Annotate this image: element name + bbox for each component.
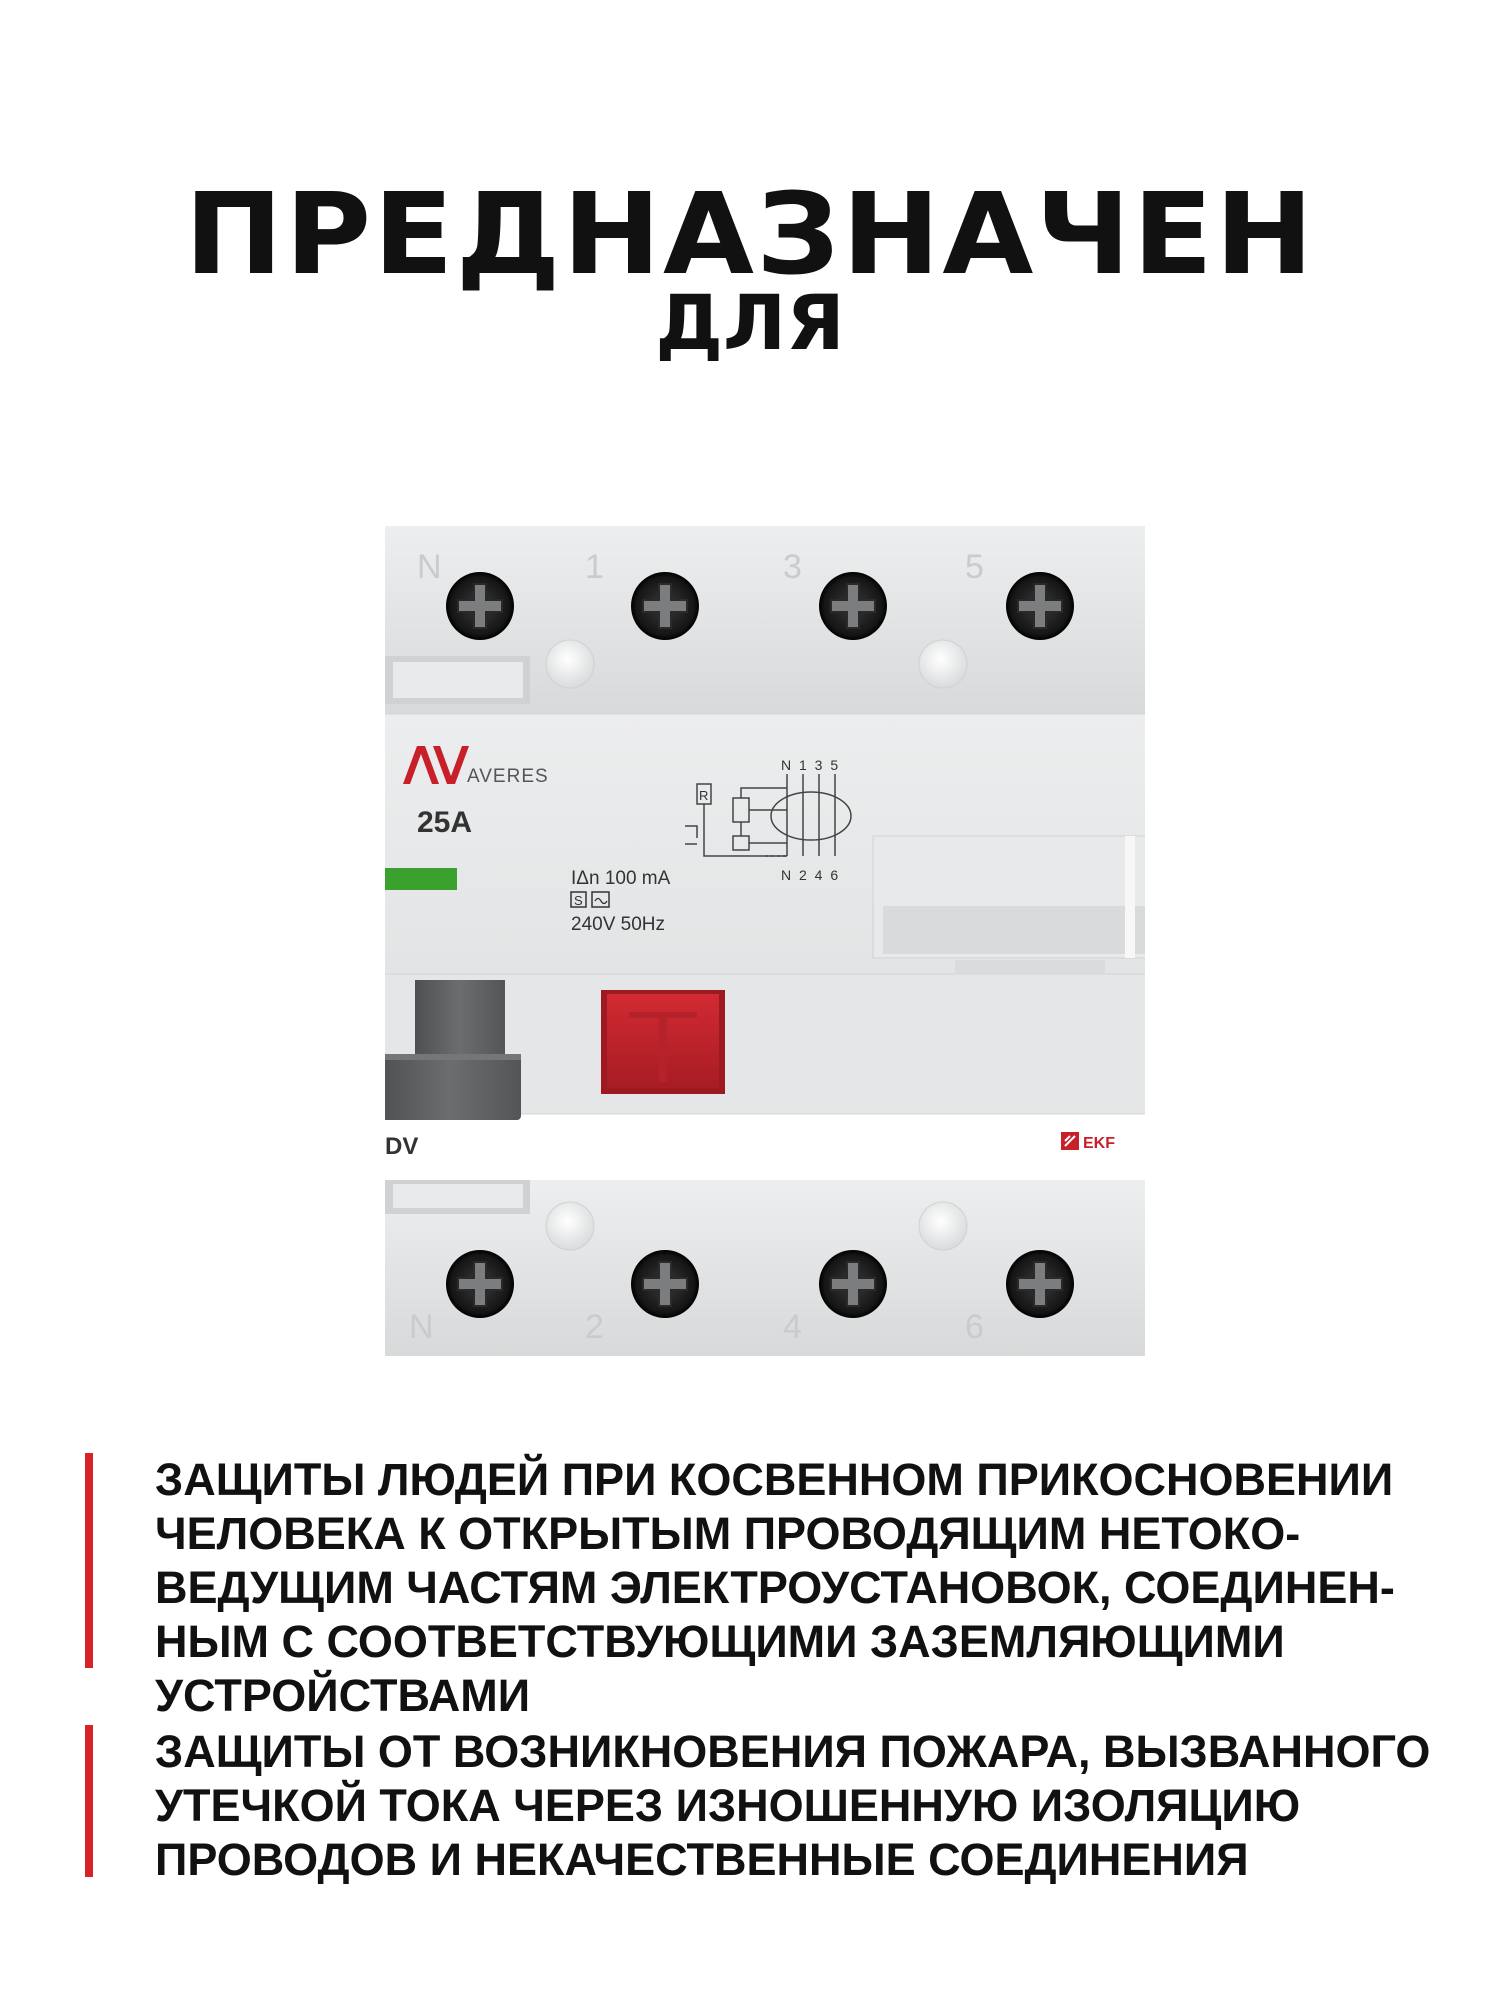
bullet-line: ПРОВОДОВ И НЕКАЧЕСТВЕННЫЕ СОЕДИНЕНИЯ (155, 1834, 1249, 1885)
top-terminal-label-5: 5 (965, 548, 984, 586)
bullet-item (85, 1453, 1445, 1719)
bottom-terminal-label-4: 4 (783, 1308, 802, 1346)
manufacturer-name: EKF (1083, 1135, 1115, 1152)
bullet-text (155, 1453, 1445, 1723)
bottom-terminal-label-n: N (409, 1308, 434, 1346)
voltage-frequency: 240V 50Hz (571, 914, 666, 935)
diagram-top-labels: N 1 3 5 (781, 757, 841, 773)
ekf-logo-icon (1061, 1132, 1079, 1150)
bullet-marker (85, 1725, 93, 1877)
bullet-line: УСТРОЙСТВАМИ (155, 1670, 531, 1721)
top-terminal-label-n: N (417, 548, 442, 586)
svg-text:S: S (574, 893, 583, 908)
screw-icon[interactable] (446, 572, 514, 640)
bullet-line: ЧЕЛОВЕКА К ОТКРЫТЫМ ПРОВОДЯЩИМ НЕТОКО- (155, 1508, 1301, 1559)
top-terminal-label-3: 3 (783, 548, 802, 586)
screw-icon[interactable] (819, 572, 887, 640)
diagram-test-mark: R (699, 788, 709, 803)
indicator-window-icon (919, 640, 967, 688)
status-indicator (385, 868, 457, 890)
bullet-item (85, 1725, 1445, 1905)
bullet-line: НЫМ С СООТВЕТСТВУЮЩИМИ ЗАЗЕМЛЯЮЩИМИ (155, 1616, 1285, 1667)
indicator-window-icon (546, 640, 594, 688)
screw-icon[interactable] (631, 1250, 699, 1318)
residual-current: IΔn 100 mA (571, 868, 671, 889)
rcd-device-image (385, 526, 1145, 1361)
test-button[interactable] (601, 990, 725, 1094)
bullet-line: УТЕЧКОЙ ТОКА ЧЕРЕЗ ИЗНОШЕННУЮ ИЗОЛЯЦИЮ (155, 1780, 1301, 1831)
screw-icon[interactable] (631, 572, 699, 640)
bullet-marker (85, 1453, 93, 1668)
screw-icon[interactable] (1006, 572, 1074, 640)
bottom-terminal-label-6: 6 (965, 1308, 984, 1346)
indicator-window-icon (919, 1202, 967, 1250)
diagram-bottom-labels: N 2 4 6 (781, 867, 841, 883)
screw-icon[interactable] (446, 1250, 514, 1318)
page-subtitle: ДЛЯ (655, 278, 845, 367)
top-terminal-label-1: 1 (585, 548, 604, 586)
screw-icon[interactable] (819, 1250, 887, 1318)
current-rating: 25A (417, 806, 473, 839)
indicator-window-icon (546, 1202, 594, 1250)
bullet-line: ЗАЩИТЫ ОТ ВОЗНИКНОВЕНИЯ ПОЖАРА, ВЫЗВАННОГО (155, 1726, 1431, 1777)
bottom-terminal-label-2: 2 (585, 1308, 604, 1346)
screw-icon[interactable] (1006, 1250, 1074, 1318)
bullet-line: ЗАЩИТЫ ЛЮДЕЙ ПРИ КОСВЕННОМ ПРИКОСНОВЕНИИ (155, 1454, 1394, 1505)
series-label: DV (385, 1133, 419, 1160)
bullet-text (155, 1725, 1445, 1887)
bullet-line: ВЕДУЩИМ ЧАСТЯМ ЭЛЕКТРОУСТАНОВОК, СОЕДИНЕН- (155, 1562, 1395, 1613)
brand-name: AVERES (467, 766, 549, 787)
page-title: ПРЕДНАЗНАЧЕН (184, 170, 1316, 300)
